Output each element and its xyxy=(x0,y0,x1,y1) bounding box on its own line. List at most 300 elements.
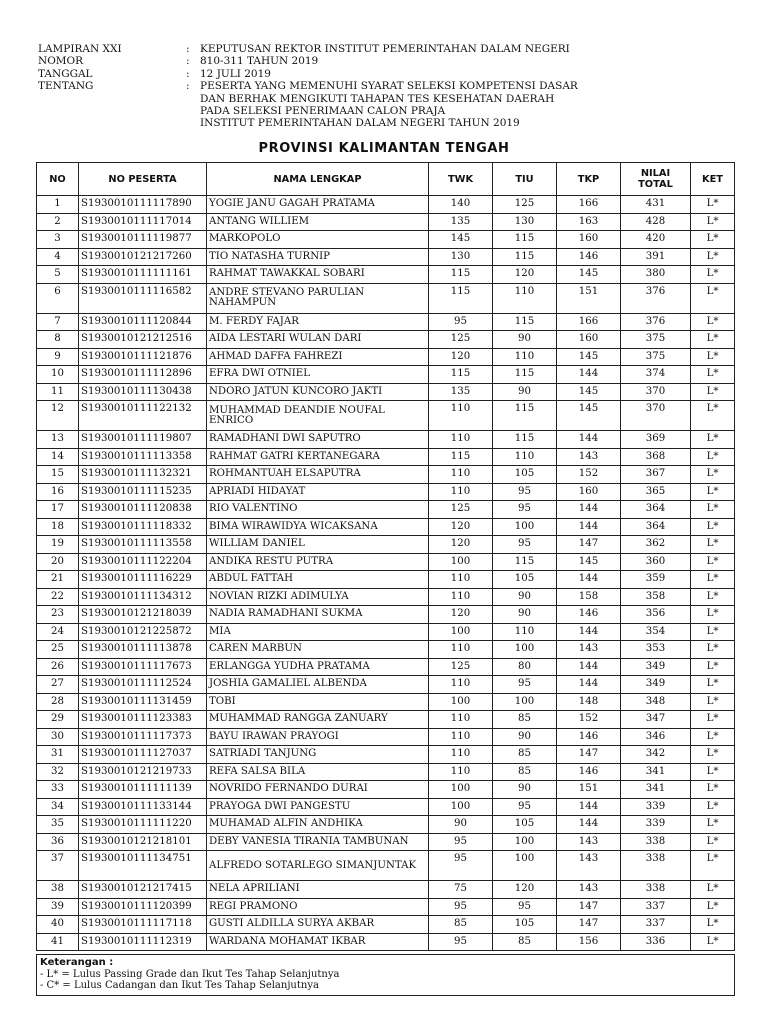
cell-nama: CAREN MARBUN xyxy=(207,641,429,659)
cell-nama: WILLIAM DANIEL xyxy=(207,536,429,554)
cell-nilai-total: 359 xyxy=(621,571,691,589)
column-header-nilai-total: NILAI TOTAL xyxy=(621,163,691,196)
cell-tkp: 145 xyxy=(557,553,621,571)
header-row-tentang xyxy=(38,80,738,130)
cell-tiu: 90 xyxy=(493,728,557,746)
cell-tkp: 144 xyxy=(557,816,621,834)
cell-tiu: 105 xyxy=(493,916,557,934)
table-row xyxy=(37,916,735,934)
cell-no-peserta: S1930010111113878 xyxy=(79,641,207,659)
cell-no-peserta: S1930010111127037 xyxy=(79,746,207,764)
cell-tiu: 110 xyxy=(493,448,557,466)
cell-nama: ANDIKA RESTU PUTRA xyxy=(207,553,429,571)
cell-tkp: 144 xyxy=(557,518,621,536)
table-row xyxy=(37,196,735,214)
cell-no: 15 xyxy=(37,466,79,484)
cell-twk: 135 xyxy=(429,383,493,401)
column-header-no-peserta: NO PESERTA xyxy=(79,163,207,196)
table-row xyxy=(37,693,735,711)
cell-ket: L* xyxy=(691,676,735,694)
cell-no: 13 xyxy=(37,431,79,449)
table-row xyxy=(37,331,735,349)
cell-twk: 145 xyxy=(429,231,493,249)
cell-ket: L* xyxy=(691,571,735,589)
cell-twk: 110 xyxy=(429,763,493,781)
cell-ket: L* xyxy=(691,331,735,349)
cell-no-peserta: S1930010111122204 xyxy=(79,553,207,571)
cell-nilai-total: 347 xyxy=(621,711,691,729)
cell-no-peserta: S1930010111118332 xyxy=(79,518,207,536)
cell-nama: RAHMAT GATRI KERTANEGARA xyxy=(207,448,429,466)
header-label: TENTANG xyxy=(38,80,94,93)
table-row xyxy=(37,898,735,916)
cell-tkp: 166 xyxy=(557,313,621,331)
tentang-line: PESERTA YANG MEMENUHI SYARAT SELEKSI KOMPETENSI DASAR xyxy=(200,80,578,93)
table-row xyxy=(37,483,735,501)
tentang-line: PADA SELEKSI PENERIMAAN CALON PRAJA xyxy=(200,105,446,118)
cell-no-peserta: S1930010111117014 xyxy=(79,213,207,231)
cell-no: 22 xyxy=(37,588,79,606)
page-title: PROVINSI KALIMANTAN TENGAH xyxy=(258,141,510,156)
cell-tkp: 143 xyxy=(557,881,621,899)
cell-no-peserta: S1930010111132321 xyxy=(79,466,207,484)
cell-nilai-total: 337 xyxy=(621,916,691,934)
cell-ket: L* xyxy=(691,693,735,711)
cell-nilai-total: 420 xyxy=(621,231,691,249)
cell-nilai-total: 341 xyxy=(621,763,691,781)
cell-twk: 115 xyxy=(429,283,493,313)
cell-tkp: 144 xyxy=(557,798,621,816)
cell-nilai-total: 346 xyxy=(621,728,691,746)
table-row xyxy=(37,623,735,641)
cell-tiu: 115 xyxy=(493,401,557,431)
cell-no: 41 xyxy=(37,933,79,951)
cell-tiu: 115 xyxy=(493,231,557,249)
cell-tkp: 146 xyxy=(557,606,621,624)
cell-tiu: 95 xyxy=(493,536,557,554)
cell-nama: GUSTI ALDILLA SURYA AKBAR xyxy=(207,916,429,934)
cell-twk: 100 xyxy=(429,781,493,799)
cell-no: 6 xyxy=(37,283,79,313)
cell-nama: APRIADI HIDAYAT xyxy=(207,483,429,501)
cell-twk: 100 xyxy=(429,553,493,571)
cell-ket: L* xyxy=(691,588,735,606)
cell-tkp: 145 xyxy=(557,401,621,431)
cell-tkp: 151 xyxy=(557,781,621,799)
cell-tiu: 85 xyxy=(493,933,557,951)
cell-tiu: 120 xyxy=(493,881,557,899)
cell-nama: MIA xyxy=(207,623,429,641)
cell-no: 19 xyxy=(37,536,79,554)
cell-twk: 125 xyxy=(429,331,493,349)
cell-nilai-total: 370 xyxy=(621,383,691,401)
header-colon: : xyxy=(186,43,190,55)
cell-nama: RIO VALENTINO xyxy=(207,501,429,519)
cell-no-peserta: S1930010111112524 xyxy=(79,676,207,694)
cell-tkp: 146 xyxy=(557,763,621,781)
cell-nama: RAHMAT TAWAKKAL SOBARI xyxy=(207,266,429,284)
cell-nama: AHMAD DAFFA FAHREZI xyxy=(207,348,429,366)
cell-nama: PRAYOGA DWI PANGESTU xyxy=(207,798,429,816)
table-row xyxy=(37,536,735,554)
cell-nama: MUHAMMAD DEANDIE NOUFAL ENRICO xyxy=(207,401,429,431)
cell-nama: M. FERDY FAJAR xyxy=(207,313,429,331)
cell-no-peserta: S1930010111116229 xyxy=(79,571,207,589)
table-row xyxy=(37,658,735,676)
cell-ket: L* xyxy=(691,231,735,249)
cell-ket: L* xyxy=(691,781,735,799)
cell-tkp: 166 xyxy=(557,196,621,214)
cell-no-peserta: S1930010111111161 xyxy=(79,266,207,284)
cell-no-peserta: S1930010111112896 xyxy=(79,366,207,384)
cell-ket: L* xyxy=(691,916,735,934)
cell-no-peserta: S1930010111112319 xyxy=(79,933,207,951)
table-row xyxy=(37,571,735,589)
cell-nama: TIO NATASHA TURNIP xyxy=(207,248,429,266)
cell-nilai-total: 374 xyxy=(621,366,691,384)
cell-tiu: 100 xyxy=(493,833,557,851)
cell-tiu: 105 xyxy=(493,466,557,484)
cell-no-peserta: S1930010111122132 xyxy=(79,401,207,431)
cell-tiu: 100 xyxy=(493,641,557,659)
cell-no-peserta: S1930010121218101 xyxy=(79,833,207,851)
cell-nilai-total: 338 xyxy=(621,881,691,899)
cell-tkp: 147 xyxy=(557,746,621,764)
cell-no: 27 xyxy=(37,676,79,694)
table-row xyxy=(37,781,735,799)
cell-twk: 85 xyxy=(429,916,493,934)
table-row xyxy=(37,401,735,431)
cell-no: 1 xyxy=(37,196,79,214)
cell-nilai-total: 338 xyxy=(621,833,691,851)
cell-nilai-total: 380 xyxy=(621,266,691,284)
header-colon: : xyxy=(186,80,190,93)
cell-twk: 110 xyxy=(429,676,493,694)
cell-tkp: 160 xyxy=(557,483,621,501)
cell-tkp: 146 xyxy=(557,248,621,266)
cell-tiu: 115 xyxy=(493,313,557,331)
cell-tkp: 145 xyxy=(557,348,621,366)
table-row xyxy=(37,348,735,366)
cell-tkp: 147 xyxy=(557,916,621,934)
header-label: NOMOR xyxy=(38,55,84,68)
cell-no: 39 xyxy=(37,898,79,916)
table-row xyxy=(37,641,735,659)
cell-tkp: 143 xyxy=(557,833,621,851)
cell-tkp: 143 xyxy=(557,851,621,881)
cell-tiu: 115 xyxy=(493,431,557,449)
cell-twk: 100 xyxy=(429,798,493,816)
cell-twk: 120 xyxy=(429,536,493,554)
cell-nama: AIDA LESTARI WULAN DARI xyxy=(207,331,429,349)
table-row xyxy=(37,676,735,694)
cell-no: 10 xyxy=(37,366,79,384)
table-row xyxy=(37,313,735,331)
cell-ket: L* xyxy=(691,283,735,313)
cell-tiu: 85 xyxy=(493,763,557,781)
cell-ket: L* xyxy=(691,383,735,401)
cell-nilai-total: 375 xyxy=(621,348,691,366)
cell-tkp: 146 xyxy=(557,728,621,746)
cell-nilai-total: 339 xyxy=(621,798,691,816)
cell-tkp: 147 xyxy=(557,898,621,916)
table-body xyxy=(37,196,735,951)
cell-twk: 135 xyxy=(429,213,493,231)
cell-ket: L* xyxy=(691,213,735,231)
cell-tiu: 85 xyxy=(493,746,557,764)
cell-no-peserta: S1930010111115235 xyxy=(79,483,207,501)
cell-ket: L* xyxy=(691,746,735,764)
cell-tkp: 144 xyxy=(557,431,621,449)
cell-nilai-total: 349 xyxy=(621,658,691,676)
cell-ket: L* xyxy=(691,851,735,881)
cell-tiu: 120 xyxy=(493,266,557,284)
legend-box xyxy=(36,954,735,996)
cell-ket: L* xyxy=(691,763,735,781)
cell-nilai-total: 364 xyxy=(621,518,691,536)
cell-nilai-total: 370 xyxy=(621,401,691,431)
cell-nama: SATRIADI TANJUNG xyxy=(207,746,429,764)
table-row xyxy=(37,248,735,266)
cell-nilai-total: 369 xyxy=(621,431,691,449)
cell-ket: L* xyxy=(691,623,735,641)
cell-nilai-total: 376 xyxy=(621,313,691,331)
cell-no: 31 xyxy=(37,746,79,764)
cell-nilai-total: 341 xyxy=(621,781,691,799)
cell-no-peserta: S1930010121218039 xyxy=(79,606,207,624)
cell-twk: 110 xyxy=(429,746,493,764)
table-row xyxy=(37,501,735,519)
table-row xyxy=(37,711,735,729)
cell-nama: JOSHIA GAMALIEL ALBENDA xyxy=(207,676,429,694)
cell-nama: MARKOPOLO xyxy=(207,231,429,249)
cell-ket: L* xyxy=(691,728,735,746)
cell-no: 28 xyxy=(37,693,79,711)
cell-no: 25 xyxy=(37,641,79,659)
cell-twk: 120 xyxy=(429,606,493,624)
cell-tkp: 152 xyxy=(557,466,621,484)
header-value: 12 JULI 2019 xyxy=(200,67,271,80)
cell-twk: 140 xyxy=(429,196,493,214)
cell-ket: L* xyxy=(691,483,735,501)
cell-nilai-total: 358 xyxy=(621,588,691,606)
cell-nama: DEBY VANESIA TIRANIA TAMBUNAN xyxy=(207,833,429,851)
cell-no-peserta: S1930010121212516 xyxy=(79,331,207,349)
cell-twk: 125 xyxy=(429,501,493,519)
table-row xyxy=(37,466,735,484)
table-row xyxy=(37,213,735,231)
legend-title: Keterangan : xyxy=(40,957,114,968)
cell-twk: 110 xyxy=(429,466,493,484)
cell-twk: 100 xyxy=(429,693,493,711)
cell-tkp: 160 xyxy=(557,231,621,249)
table-row xyxy=(37,588,735,606)
cell-tiu: 90 xyxy=(493,383,557,401)
cell-nama: YOGIE JANU GAGAH PRATAMA xyxy=(207,196,429,214)
cell-tiu: 80 xyxy=(493,658,557,676)
cell-ket: L* xyxy=(691,466,735,484)
cell-tkp: 143 xyxy=(557,641,621,659)
cell-nilai-total: 391 xyxy=(621,248,691,266)
cell-nama: MUHAMMAD RANGGA ZANUARY xyxy=(207,711,429,729)
table-row xyxy=(37,763,735,781)
cell-twk: 115 xyxy=(429,266,493,284)
cell-nama: ERLANGGA YUDHA PRATAMA xyxy=(207,658,429,676)
cell-twk: 130 xyxy=(429,248,493,266)
cell-tkp: 144 xyxy=(557,676,621,694)
cell-nilai-total: 348 xyxy=(621,693,691,711)
header-label: TANGGAL xyxy=(38,67,93,80)
table-row xyxy=(37,881,735,899)
cell-no-peserta: S1930010111121876 xyxy=(79,348,207,366)
cell-ket: L* xyxy=(691,501,735,519)
cell-no: 36 xyxy=(37,833,79,851)
cell-no-peserta: S1930010111131459 xyxy=(79,693,207,711)
cell-tiu: 105 xyxy=(493,571,557,589)
cell-no-peserta: S1930010111111220 xyxy=(79,816,207,834)
cell-tiu: 90 xyxy=(493,331,557,349)
cell-tkp: 144 xyxy=(557,571,621,589)
cell-nama: NDORO JATUN KUNCORO JAKTI xyxy=(207,383,429,401)
cell-ket: L* xyxy=(691,536,735,554)
cell-ket: L* xyxy=(691,518,735,536)
cell-tkp: 148 xyxy=(557,693,621,711)
cell-nama: ABDUL FATTAH xyxy=(207,571,429,589)
cell-tiu: 95 xyxy=(493,501,557,519)
header-colon: : xyxy=(186,55,190,68)
table-header-row xyxy=(37,163,735,196)
cell-no-peserta: S1930010111116582 xyxy=(79,283,207,313)
table-row xyxy=(37,746,735,764)
cell-nilai-total: 364 xyxy=(621,501,691,519)
cell-no-peserta: S1930010111134751 xyxy=(79,851,207,881)
header-value: 810-311 TAHUN 2019 xyxy=(200,55,319,68)
cell-twk: 110 xyxy=(429,401,493,431)
cell-tiu: 90 xyxy=(493,781,557,799)
cell-tkp: 145 xyxy=(557,383,621,401)
cell-nilai-total: 354 xyxy=(621,623,691,641)
cell-ket: L* xyxy=(691,641,735,659)
cell-twk: 125 xyxy=(429,658,493,676)
cell-ket: L* xyxy=(691,401,735,431)
cell-no: 4 xyxy=(37,248,79,266)
cell-nilai-total: 362 xyxy=(621,536,691,554)
cell-nilai-total: 338 xyxy=(621,851,691,881)
cell-no-peserta: S1930010121217415 xyxy=(79,881,207,899)
cell-no: 37 xyxy=(37,851,79,881)
cell-no-peserta: S1930010111119807 xyxy=(79,431,207,449)
header-colon: : xyxy=(186,67,190,80)
cell-no-peserta: S1930010111117118 xyxy=(79,916,207,934)
cell-nama: RAMADHANI DWI SAPUTRO xyxy=(207,431,429,449)
table-row xyxy=(37,798,735,816)
header-row-nomor xyxy=(38,55,738,67)
cell-nama: MUHAMAD ALFIN ANDHIKA xyxy=(207,816,429,834)
cell-tiu: 90 xyxy=(493,606,557,624)
cell-tkp: 143 xyxy=(557,448,621,466)
cell-nilai-total: 342 xyxy=(621,746,691,764)
table-row xyxy=(37,728,735,746)
cell-tiu: 105 xyxy=(493,816,557,834)
cell-twk: 110 xyxy=(429,641,493,659)
cell-no-peserta: S1930010111134312 xyxy=(79,588,207,606)
cell-nama: BIMA WIRAWIDYA WICAKSANA xyxy=(207,518,429,536)
document-header xyxy=(38,43,738,130)
cell-twk: 75 xyxy=(429,881,493,899)
cell-tiu: 130 xyxy=(493,213,557,231)
cell-twk: 120 xyxy=(429,518,493,536)
cell-no: 7 xyxy=(37,313,79,331)
cell-ket: L* xyxy=(691,196,735,214)
column-header-ket: KET xyxy=(691,163,735,196)
cell-no-peserta: S1930010111133144 xyxy=(79,798,207,816)
column-header-no: NO xyxy=(37,163,79,196)
cell-nilai-total: 356 xyxy=(621,606,691,624)
cell-tiu: 85 xyxy=(493,711,557,729)
header-label: LAMPIRAN XXI xyxy=(38,43,122,55)
cell-tkp: 144 xyxy=(557,658,621,676)
header-row-lampiran xyxy=(38,43,738,55)
cell-no-peserta: S1930010111130438 xyxy=(79,383,207,401)
cell-no: 9 xyxy=(37,348,79,366)
cell-tiu: 95 xyxy=(493,483,557,501)
cell-twk: 110 xyxy=(429,571,493,589)
cell-ket: L* xyxy=(691,833,735,851)
header-value xyxy=(200,80,738,130)
cell-ket: L* xyxy=(691,448,735,466)
cell-nilai-total: 337 xyxy=(621,898,691,916)
cell-nama: ANTANG WILLIEM xyxy=(207,213,429,231)
cell-no-peserta: S1930010121219733 xyxy=(79,763,207,781)
cell-nilai-total: 428 xyxy=(621,213,691,231)
column-header-tiu: TIU xyxy=(493,163,557,196)
column-header-nama: NAMA LENGKAP xyxy=(207,163,429,196)
cell-nilai-total: 376 xyxy=(621,283,691,313)
cell-twk: 95 xyxy=(429,833,493,851)
header-value: KEPUTUSAN REKTOR INSTITUT PEMERINTAHAN DALAM NEGERI xyxy=(200,43,570,55)
cell-tkp: 144 xyxy=(557,366,621,384)
cell-twk: 95 xyxy=(429,313,493,331)
cell-no: 11 xyxy=(37,383,79,401)
cell-no-peserta: S1930010111113358 xyxy=(79,448,207,466)
cell-ket: L* xyxy=(691,606,735,624)
cell-tkp: 151 xyxy=(557,283,621,313)
cell-no: 23 xyxy=(37,606,79,624)
cell-twk: 110 xyxy=(429,728,493,746)
cell-tkp: 163 xyxy=(557,213,621,231)
cell-twk: 95 xyxy=(429,898,493,916)
table-row xyxy=(37,933,735,951)
cell-ket: L* xyxy=(691,798,735,816)
cell-no: 38 xyxy=(37,881,79,899)
table-row xyxy=(37,283,735,313)
cell-tiu: 115 xyxy=(493,553,557,571)
cell-no: 40 xyxy=(37,916,79,934)
cell-tiu: 110 xyxy=(493,348,557,366)
cell-tkp: 147 xyxy=(557,536,621,554)
cell-no-peserta: S1930010111120399 xyxy=(79,898,207,916)
table-row xyxy=(37,383,735,401)
cell-nama: NELA APRILIANI xyxy=(207,881,429,899)
cell-no: 3 xyxy=(37,231,79,249)
table-row xyxy=(37,606,735,624)
cell-tiu: 95 xyxy=(493,798,557,816)
cell-no: 33 xyxy=(37,781,79,799)
cell-ket: L* xyxy=(691,266,735,284)
table-row xyxy=(37,518,735,536)
cell-no: 8 xyxy=(37,331,79,349)
cell-twk: 120 xyxy=(429,348,493,366)
